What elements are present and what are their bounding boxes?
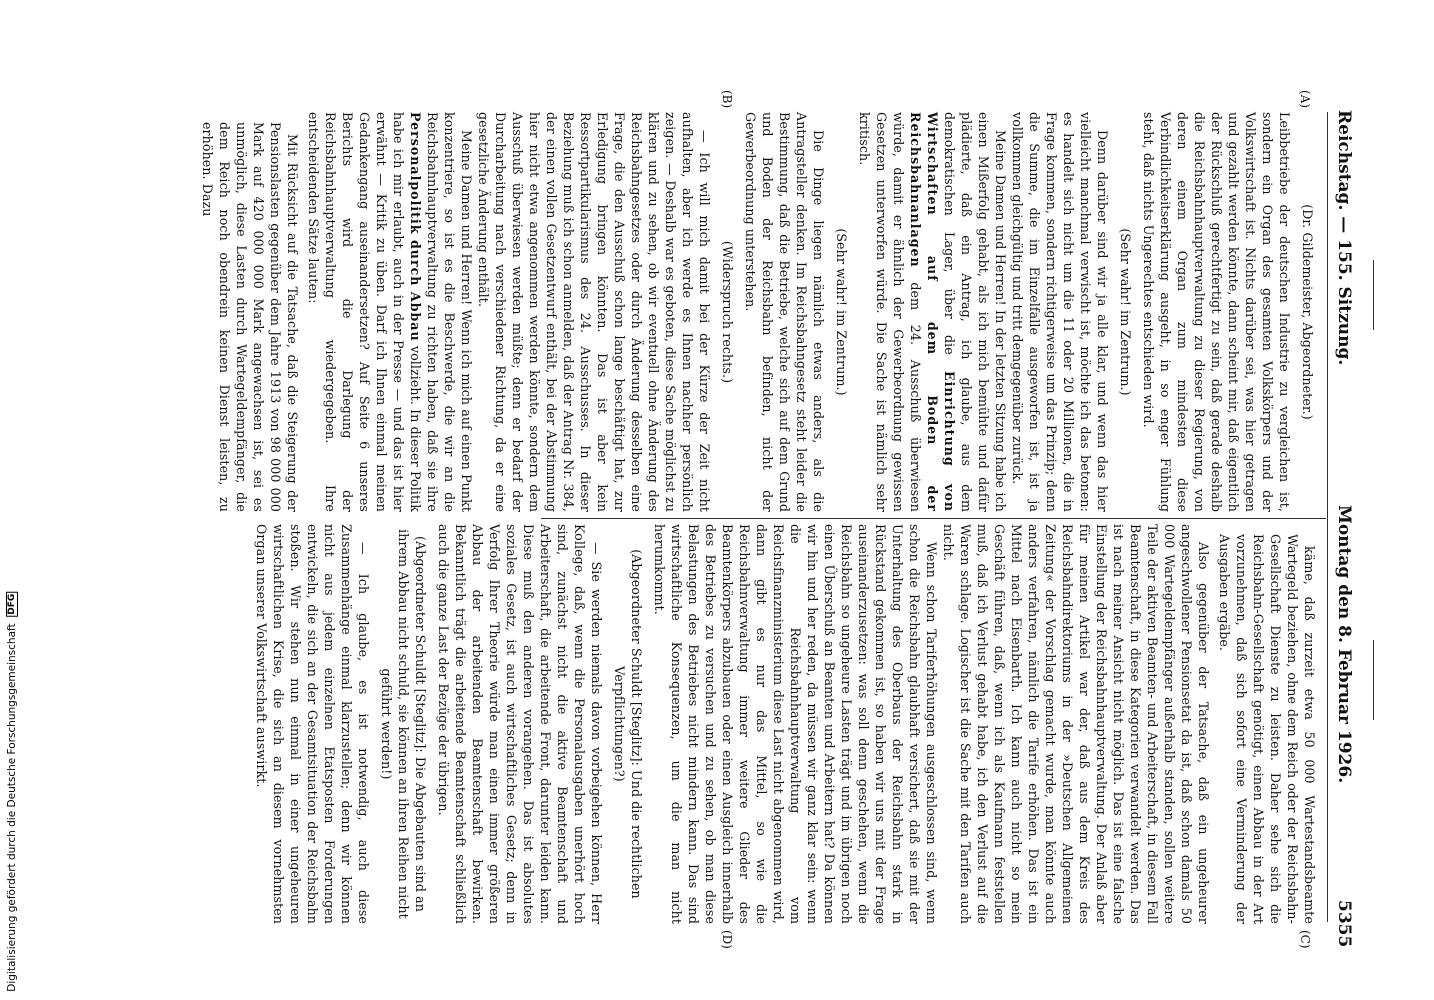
paragraph bbox=[856, 112, 1009, 512]
paragraph-text: dem 24. Ausschuß überwiesen würde, damit er ähnlich der Gewerbeordnung gewissen Gesetzen unterworfen würde. Die Sache ist nämlich sehr kritisch. bbox=[857, 112, 923, 512]
header-left: Reichstag. — 155. Sitzung. bbox=[1334, 110, 1354, 366]
header-center: Montag den 8. Februar 1926. bbox=[1334, 505, 1354, 784]
margin-marker-a: (A) bbox=[1298, 90, 1312, 109]
speaker-line: (Dr. Gildemeister, Abgeordneter.) bbox=[1300, 204, 1315, 420]
digitization-credit bbox=[6, 592, 18, 992]
interjection: (Abgeordneter Schuldt [Steglitz]: Die Abgebauten sind an ihrem Abbau nicht schuld, sie können an ihren Reihen nicht geführt werden!) bbox=[379, 529, 428, 919]
top-rule-right bbox=[1373, 640, 1374, 720]
credit-text: Digitalisierung gefördert durch die Deutsche Forschungsgemeinschaft bbox=[6, 623, 18, 992]
page-number: 5355 bbox=[1334, 900, 1354, 948]
interjection: (Sehr wahr! im Zentrum.) bbox=[1118, 228, 1133, 396]
paragraph: Die Dinge liegen nämlich etwas anders, als die Antragsteller denken. Im Reichsbahngesetz steht leider die Bestimmung, daß die Betriebe, welche sich auf dem Grund und Boden der Reichsbahn befinden, nicht der Gewerbeordnung unterstehen. bbox=[743, 112, 826, 512]
paragraph: Denn darüber sind wir ja alle klar, und wenn das hier vielleicht manchmal verwischt ist, möchte ich das betonen: es handelt sich nicht um die 11 oder 20 Millionen, die in Frage kommen, sondern richtigerweise um das Prinzip; denn die Summe, die im Einzelfalle ausgeworfen ist, ist ja vollkommen gleichgültig und tritt demgegenüber zurück. bbox=[1010, 112, 1110, 512]
column-right bbox=[253, 524, 1322, 924]
emphasis-text: Einrichtung von Wirtschaften auf dem Boden der Reichsbahnanlagen bbox=[908, 112, 957, 513]
dfg-logo: DFG bbox=[7, 594, 17, 616]
column-left bbox=[195, 112, 1322, 512]
paragraph-text: Meine Damen und Herren! In der letzten Sitzung habe ich einen Mißerfolg gehabt, als ich mich bemühte und dafür plädierte, daß ein Antrag, ich glaube, aus dem demokratischen Lager, über die bbox=[942, 112, 1008, 512]
paragraph bbox=[305, 112, 475, 512]
paragraph-text: Meine Damen und Herren! Wenn ich mich auf einen Punkt konzentriere, so ist es die Beschwerde, die wir an die Reichsbahnhauptverwaltung zu richten haben, daß sie ihre bbox=[425, 112, 474, 512]
paragraph: Leibbetriebe der deutschen Industrie zu vergleichen ist, sondern ein Organ des gesamten Volkskörpers und der Volkswirtschaft ist. Nichts darüber sei, was hier getragen und gezahlt werden könnte, dann scheint mir, daß eigentlich der Rückschluß gerechtfertigt zu sein, daß gerade deshalb die Reichsbahnhauptverwaltung zu dieser Regierung, von deren einem Organ zum mindesten diese Verbindlichkeitserklärung ausgeht, in so enger Fühlung steht, daß nichts Ungerechtes entschieden wird. bbox=[1141, 112, 1292, 512]
running-header bbox=[1330, 110, 1354, 948]
emphasis-text: Personalpolitik durch Abbau bbox=[408, 112, 423, 342]
paragraph: — Ich glaube, es ist notwendig, auch diese Zusammenhänge einmal klarzustellen; denn wir können nicht aus jedem einzelnen Etatsposten Forderungen entwickeln, die sich an der Gesamtsituation der Reichsbahn stoßen. Wir stehen nun einmal in einer ungeheuren wirtschaftlichen Krise, die sich an diesem vornehmsten Organ unserer Volkswirtschaft auswirkt. bbox=[254, 524, 371, 924]
paragraph: Wenn schon Tariferhöhungen ausgeschlossen sind, wenn schon die Reichsbahn glaubhaft versichert, daß sie mit der Unterhaltung des Oberbaus der Reichsbahn stark in Rückstand gekommen ist, so haben wir uns mit der Frage auseinanderzusetzen: was soll denn geschehen, wenn die Reichsbahn so ungeheure Lasten trägt und im übrigen noch einen Überschuß an Beamten und Arbeitern hat? Da können wir hin und her reden, da müssen wir ganz klar sein: wenn die Reichsbahnhauptverwaltung vom Reichsfinanzministerium diese Last nicht abgenommen wird, dann gibt es nur das Mittel, so wie die Reichsbahnverwaltung immer weitere Glieder des Beamtenkörpers abzubauen oder einen Ausgleich innerhalb des Betriebes zu versuchen und zu sehen, ob man diese Belastungen des Betriebes nicht mindern kann. Das sind wirtschaftliche Konsequenzen, um die man nicht herumkommt. bbox=[652, 524, 939, 924]
header-rule bbox=[1327, 112, 1328, 922]
paragraph: — Sie werden niemals davon vorbeigehen können, Herr Kollege, daß, wenn die Personalausgaben unerhört hoch sind, zunächst nicht die aktive Beamtenschaft und Arbeiterschaft, die arbeitende Front, darunter leiden kann. Diese muß den anderen vorangehen. Das ist absolutes soziales Gesetz, ist auch wirtschaftliches Gesetz; denn in Verfolg Ihrer Theorie würde man einen immer größeren Abbau der arbeitenden Beamtenschaft bewirken. Bekanntlich trägt die arbeitende Beamtenschaft schließlich auch die ganze Last der Bezüge der übrigen. bbox=[436, 524, 604, 924]
interjection: (Widerspruch rechts.) bbox=[720, 240, 735, 384]
quotation: käme, daß zurzeit etwa 50 000 Wartestandsbeamte Wartegeld beziehen, ohne dem Reich oder der Reichsbahn-Gesellschaft Dienste zu leisten. Daher sehe sich die Reichsbahn-Gesellschaft genötigt, einen Abbau in der Art vorzunehmen, daß sich sofort eine Verminderung der Ausgaben ergäbe. bbox=[1217, 534, 1317, 924]
quotation: Mit Rücksicht auf die Tatsache, daß die Steigerung der Pensionslasten gegenüber dem Jahre 1913 von 98 000 000 Mark auf 420 000 000 Mark angewachsen ist, sei es unmöglich, diese Lasten durch Wartegeldempfänger, die dem Reich noch obendrein keinen Dienst leisten, zu erhöhen. Dazu bbox=[200, 122, 300, 512]
paragraph-text: vollzieht. In dieser Politik habe ich mir erlaubt, auch in der Presse — und das ist hier erwähnt — Kritik zu üben. Darf ich Ihnen einmal meinen Gedankengang auseinandersetzen? Auf Seite 6 unseres Berichts wird die Darlegung der Reichsbahnhauptverwaltung wiedergegeben. Ihre entscheidenden Sätze lauten: bbox=[306, 112, 423, 512]
interjection: (Sehr wahr! im Zentrum.) bbox=[834, 228, 849, 396]
interjection: (Abgeordneter Schuldt [Steglitz]: Und die rechtlichen Verpflichtungen?) bbox=[612, 549, 644, 899]
margin-marker-c: (C) bbox=[1298, 930, 1312, 949]
paragraph: Also gegenüber der Tatsache, daß ein ungeheurer angeschwollener Pensionsetat da ist, daß schon damals 50 000 Wartegeldempfänger außerhalb standen, sollen weitere Teile der aktiven Beamten- und Arbeiterschaft, in diesem Fall Beamtenschaft, in diese Kategorien verwandelt werden. Das ist nach meiner Ansicht nicht möglich. Das ist eine falsche Einstellung der Reichsbahnhauptverwaltung. Der Anlaß aber für meinen Artikel war der, daß aus dem Kreis des Reichsbahndirektoriums in der »Deutschen Allgemeinen Zeitung« der Vorschlag gemacht wurde, man könnte auch anders verfahren, nämlich die Tarife erhöhen. Das ist ein Mittel nach Eisenbarth. Ich kann auch nicht so mein Geschäft führen, daß, wenn ich als Kaufmann feststellen muß, daß ich Verlust gehabt habe, ich den Verlust auf die Waren schlage. Logischer ist die Sache mit den Tarifen auch nicht. bbox=[941, 524, 1211, 924]
column-divider bbox=[541, 518, 1326, 520]
paragraph: — Ich will mich damit bei der Kürze der Zeit nicht aufhalten, aber ich werde es Ihnen nachher persönlich zeigen. — Deshalb war es geboten, diese Sache möglichst zu klären und zu sehen, ob wir eventuell ohne Änderung des Reichsbahngesetzes oder durch Änderung desselben eine Frage, die den Ausschuß schon lange beschäftigt hat, zur Erledigung bringen könnten. Das ist aber kein Ressortpartikularismus des 24. Ausschusses. In dieser Beziehung muß ich schon anmelden, daß der Antrag Nr. 384, der einen vollen Gesetzentwurf enthält, bei der Abstimmung hier nicht etwa angenommen werden könnte, sondern dem Ausschuß überwiesen werden müßte; denn er bedarf der Durcharbeitung nach verschiedener Richtung, da er eine gesetzliche Änderung enthält. bbox=[476, 112, 712, 512]
margin-marker-d: (D) bbox=[720, 930, 734, 949]
top-rule-left bbox=[1373, 260, 1374, 330]
margin-marker-b: (B) bbox=[720, 90, 734, 109]
